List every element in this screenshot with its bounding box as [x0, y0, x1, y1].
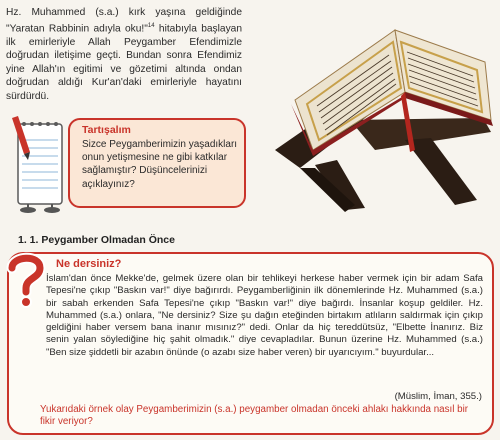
story-text: İslam'dan önce Mekke'de, gelmek üzere olan bir tehlikeyi herkese haber vermek için bir adam Safa Tepesi'ne çıkıp "Baskın var!" diye bağırırdı. Peygamberliğinin ilk dönemlerinde Hz. Muhammed (s.a.) bir sabah erkenden Safa Tepesi'ne çıkıp "Baskın var!" diye bağırdı. İnsanlar koşup geldiler. Hz. Muhammed (s.a.) onlara, "Ne dersiniz? Size şu dağın eteğinden birtakım atlıların saldırmak için çıkıp geldiğini haber versem bana inanır mısınız?" dedi. Onlar da hiç tereddütsüz, "Elbette İnanırız. Biz senin yalan söylediğine hiç şahit olmadık." diye cevapladılar. Bunun üzerine Hz. Muhammed (s.a.) "Ben size şiddetli bir azabın önünde (o azabı size haber veren) bir uyarıcıyım." buyurdular...	[46, 273, 483, 358]
quran-illustration	[255, 0, 500, 218]
question-mark-icon	[4, 250, 48, 308]
intro-text-before: Hz. Muhammed (s.a.) kırk yaşına geldiğinde "Yaratan Rabbinin adıyla oku!"	[6, 7, 242, 34]
discussion-text: Sizce Peygamberimizin yaşadıkları onun yetişmesine ne gibi katkılar sağlamıştır? Düşüncelerinizi açıklayınız?	[82, 139, 238, 190]
citation: (Müslim, İman, 355.)	[394, 391, 482, 402]
section-heading: 1. 1. Peygamber Olmadan Önce	[18, 234, 175, 246]
question-mark-illustration	[4, 250, 48, 308]
intro-paragraph	[6, 6, 242, 104]
quran-on-stand-icon	[255, 0, 500, 218]
ne-dersiniz-title: Ne dersiniz?	[56, 258, 122, 270]
intro-text-after: hitabıyla başlayan ilk emirleriyle Allah Peygamber Efendimizle doğrudan iletişime geçti. Bundan sonra Efendimiz yine Allah'ın egitimi ve gözetimi altında ondan doğrudan aldığı Kur'an'daki emirleriyle hayatını sürdürdü.	[6, 22, 242, 102]
notepad-pen-icon	[4, 112, 76, 222]
reflection-question: Yukarıdaki örnek olay Peygamberimizin (s.a.) peygamber olmadan önceki ahlakı hakkında nasıl bir fikir veriyor?	[40, 404, 469, 428]
notepad-illustration	[4, 112, 76, 222]
footnote-marker: 14	[147, 22, 155, 29]
discussion-title: Tartışalım	[82, 124, 131, 136]
